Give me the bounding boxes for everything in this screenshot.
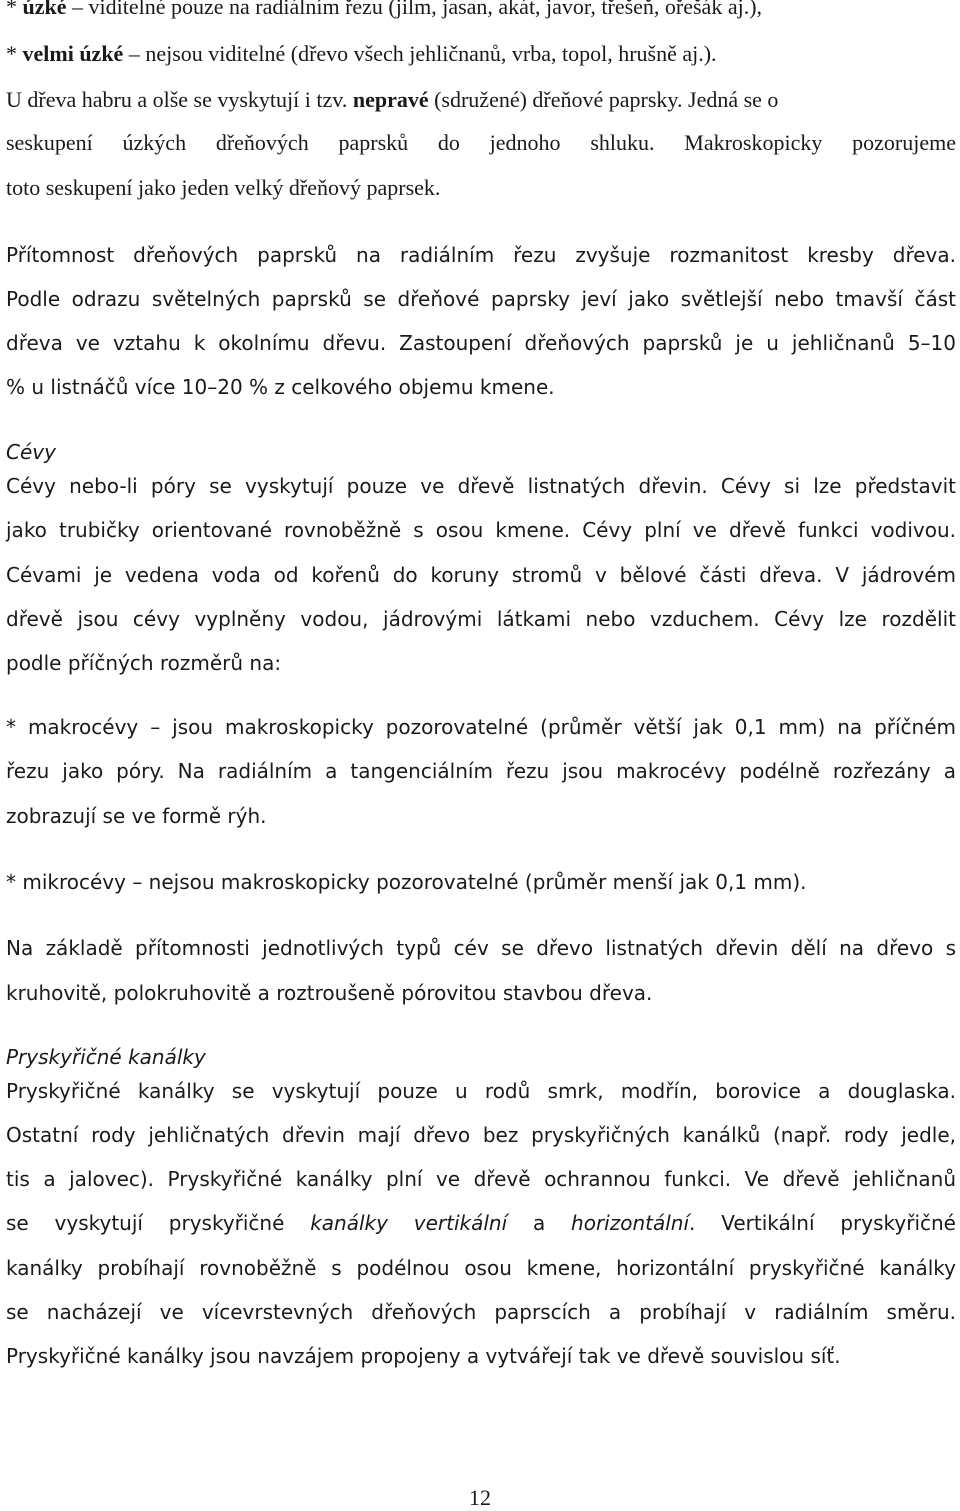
page-number: 12 (469, 1485, 491, 1510)
text-line: toto seskupení jako jeden velký dřeňový paprsek. (6, 175, 441, 200)
text-line: Cévy nebo-li póry se vyskytují pouze ve dřevě listnatých dřevin. Cévy si lze představit (6, 474, 956, 498)
italic-term: kanálky vertikální (310, 1211, 508, 1235)
text-line: Pryskyřičné kanálky jsou navzájem propojeny a vytvářejí tak ve dřevě souvislou síť. (6, 1344, 841, 1368)
text-line: dřevě jsou cévy vyplněny vodou, jádrovými látkami nebo vzduchem. Cévy lze rozdělit (6, 607, 956, 631)
text-line: * mikrocévy – nejsou makroskopicky pozorovatelné (průměr menší jak 0,1 mm). (6, 870, 807, 894)
text-line: % u listnáčů více 10–20 % z celkového objemu kmene. (6, 375, 555, 399)
text-line: seskupení úzkých dřeňových paprsků do jednoho shluku. Makroskopicky pozorujeme (6, 130, 956, 155)
text-line: Ostatní rody jehličnatých dřevin mají dřevo bez pryskyřičných kanálků (např. rody jedle, (6, 1123, 956, 1147)
text-line: dřeva ve vztahu k okolnímu dřevu. Zastoupení dřeňových paprsků je u jehličnanů 5–10 (6, 331, 956, 355)
text-line: jako trubičky orientované rovnoběžně s osou kmene. Cévy plní ve dřevě funkci vodivou. (6, 518, 956, 542)
text-line: se nacházejí ve vícevrstevných dřeňových paprscích a probíhají v radiálním směru. (6, 1300, 956, 1324)
text-line: U dřeva habru a olše se vyskytují i tzv. nepravé (sdružené) dřeňové paprsky. Jedná se o (6, 87, 779, 112)
bold-term: nepravé (352, 87, 429, 112)
bold-term: úzké (22, 0, 67, 19)
text-line: Cévami je vedena voda od kořenů do koruny stromů v bělové části dřeva. V jádrovém (6, 563, 956, 587)
text-line: zobrazují se ve formě rýh. (6, 804, 267, 828)
text-line: kruhovitě, polokruhovitě a roztroušeně pórovitou stavbou dřeva. (6, 981, 653, 1005)
text-line: Pryskyřičné kanálky se vyskytují pouze u rodů smrk, modřín, borovice a douglaska. (6, 1079, 956, 1103)
text-line: Přítomnost dřeňových paprsků na radiálním řezu zvyšuje rozmanitost kresby dřeva. (6, 243, 956, 267)
text-line: Podle odrazu světelných paprsků se dřeňové paprsky jeví jako světlejší nebo tmavší část (6, 287, 956, 311)
text-line: tis a jalovec). Pryskyřičné kanálky plní ve dřevě ochrannou funkci. Ve dřevě jehličnanů (6, 1167, 956, 1191)
text-line: Na základě přítomnosti jednotlivých typů cév se dřevo listnatých dřevin dělí na dřevo s (6, 936, 956, 960)
text-line: * úzké – viditelné pouze na radiálním řezu (jilm, jasan, akát, javor, třešeň, ořešák aj.), (6, 0, 956, 21)
text-line: podle příčných rozměrů na: (6, 651, 282, 675)
section-heading: Pryskyřičné kanálky (6, 1045, 206, 1069)
text-line: se vyskytují pryskyřičné kanálky vertikální a horizontální. Vertikální pryskyřičné (6, 1211, 956, 1235)
text-line: * velmi úzké – nejsou viditelné (dřevo všech jehličnanů, vrba, topol, hrušně aj.). (6, 41, 717, 66)
text-line: řezu jako póry. Na radiálním a tangenciálním řezu jsou makrocévy podélně rozřezány a (6, 759, 956, 783)
bold-term: velmi úzké (22, 41, 124, 66)
text-line: kanálky probíhají rovnoběžně s podélnou osou kmene, horizontální pryskyřičné kanálky (6, 1256, 956, 1280)
section-heading: Cévy (6, 440, 56, 464)
italic-term: horizontální (571, 1211, 690, 1235)
text-line: * makrocévy – jsou makroskopicky pozorovatelné (průměr větší jak 0,1 mm) na příčném (6, 715, 956, 739)
